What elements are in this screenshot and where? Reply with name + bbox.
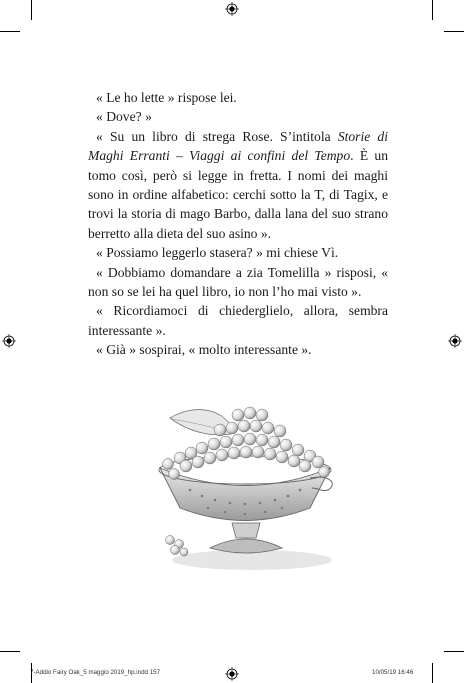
paragraph: « Ricordiamoci di chiederglielo, allora, sembra interessante ». bbox=[88, 303, 388, 338]
crop-mark bbox=[0, 31, 20, 32]
crop-mark bbox=[31, 0, 32, 20]
crop-mark bbox=[0, 651, 20, 652]
paragraph: « Dobbiamo domandare a zia Tomelilla » risposi, « non so se lei ha quel libro, io non l’ho mai visto ». bbox=[88, 264, 388, 300]
registration-mark-top bbox=[225, 2, 239, 16]
paragraph: « Le ho lette » rispose lei. bbox=[96, 90, 237, 105]
paragraph: « Già » sospirai, « molto interessante ». bbox=[96, 342, 312, 358]
crop-mark bbox=[444, 31, 464, 32]
paragraph: « Possiamo leggerlo stasera? » mi chiese Vì. bbox=[96, 245, 339, 261]
grapes-colander-illustration bbox=[140, 398, 350, 573]
registration-mark-right bbox=[448, 334, 462, 348]
body-text bbox=[88, 88, 388, 360]
registration-mark-left bbox=[2, 334, 16, 348]
file-name: 7-Addio Fairy Oak_5 maggio 2019_hp.indd 157 bbox=[30, 669, 161, 676]
book-title: Storie di Maghi Erranti – Viaggi ai confini del Tempo bbox=[88, 128, 389, 164]
paragraph: « Dove? » bbox=[96, 109, 152, 125]
paragraph-text: . È un tomo così, però si legge in fretta. I nomi dei maghi sono in ordine alfabetico: cerchi sotto la T, di Tagix, e trovi la storia di mago Barbo, dalla lana del suo strano berretto alla dieta del suo asino ». bbox=[88, 148, 388, 241]
paragraph-with-title bbox=[88, 127, 388, 243]
timestamp: 10/05/19 16:46 bbox=[372, 669, 414, 676]
crop-mark bbox=[444, 651, 464, 652]
crop-mark bbox=[432, 0, 433, 20]
print-slug bbox=[0, 669, 464, 681]
paragraph-text: « Su un libro di strega Rose. S’intitola bbox=[96, 128, 338, 144]
